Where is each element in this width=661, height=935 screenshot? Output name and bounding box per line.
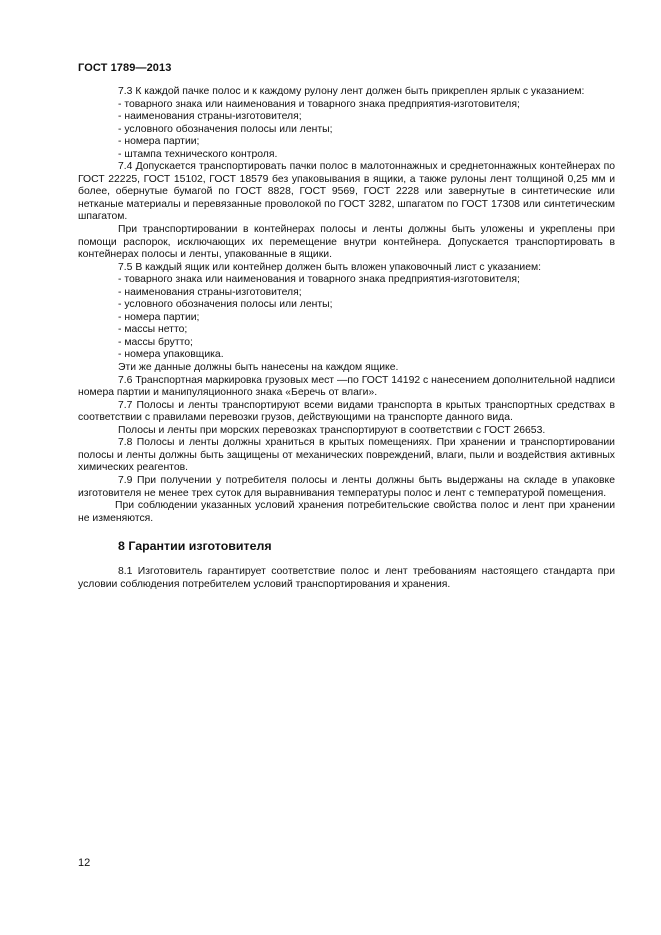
list-item: - товарного знака или наименования и товарного знака предприятия-изготовителя; (118, 274, 520, 286)
paragraph-7-4: 7.4 Допускается транспортировать пачки полос в малотоннажных и среднетоннажных контейнерах по ГОСТ 22225, ГОСТ 15102, ГОСТ 18579 без упаковывания в ящики, а также рулоны лент толщиной 0,25 мм и более, обернутые бумагой по ГОСТ 8828, ГОСТ 9569, ГОСТ 2228 или завернутые в синтетические или нетканые материалы и перевязанные проволокой по ГОСТ 3282, шпагатом по ГОСТ 17308 или синтетическим шпагатом. (78, 161, 615, 223)
list-item: - номера партии; (118, 311, 200, 323)
list-item: - условного обозначения полосы или ленты; (118, 123, 333, 135)
list-item: - наименования страны-изготовителя; (118, 111, 302, 123)
list-item: - наименования страны-изготовителя; (118, 286, 302, 298)
paragraph-7-7: 7.7 Полосы и ленты транспортируют всеми видами транспорта в крытых транспортных средствах в соответствии с правилами перевозки грузов, действующими на транспорте данного вида. (78, 399, 615, 424)
list-item: - условного обозначения полосы или ленты; (118, 299, 333, 311)
list-item: - массы нетто; (118, 324, 188, 336)
document-body (78, 86, 615, 591)
paragraph-7-6: 7.6 Транспортная маркировка грузовых мест —по ГОСТ 14192 с нанесением дополнительной надписи номера партии и манипуляционного знака «Беречь от влаги». (78, 374, 615, 399)
list-item: - номера партии; (118, 136, 200, 148)
paragraph-7-5-after: Эти же данные должны быть нанесены на каждом ящике. (118, 362, 399, 374)
list-item: - штампа технического контроля. (118, 148, 278, 160)
paragraph-7-7-sea: Полосы и ленты при морских перевозках транспортируют в соответствии с ГОСТ 26653. (118, 424, 546, 436)
list-item: - номера упаковщика. (118, 349, 224, 361)
page-number: 12 (78, 857, 91, 869)
paragraph-7-4-containers: При транспортировании в контейнерах полосы и ленты должны быть уложены и укреплены при помощи распорок, исключающих их перемещение внутри контейнера. Допускается транспортировать в контейнерах полосы и ленты, упакованные в ящики. (78, 224, 615, 261)
paragraph-7-9-storage: При соблюдении указанных условий хранения потребительские свойства полос и лент при хранении не изменяются. (78, 500, 615, 524)
section-8-title: 8 Гарантии изготовителя (118, 539, 272, 554)
document-header: ГОСТ 1789—2013 (78, 62, 172, 74)
paragraph-7-3: 7.3 К каждой пачке полос и к каждому рулону лент должен быть прикреплен ярлык с указанием: (118, 86, 585, 97)
paragraph-7-9: 7.9 При получении у потребителя полосы и ленты должны быть выдержаны на складе в упаковке изготовителя не менее трех суток для выравнивания температуры полос и лент с температурой помещения. (78, 474, 615, 499)
list-item: - товарного знака или наименования и товарного знака предприятия-изготовителя; (118, 98, 520, 110)
paragraph-8-1: 8.1 Изготовитель гарантирует соответствие полос и лент требованиям настоящего стандарта при условии соблюдения потребителем условий транспортирования и хранения. (78, 566, 615, 590)
paragraph-7-8: 7.8 Полосы и ленты должны храниться в крытых помещениях. При хранении и транспортировании полосы и ленты должны быть защищены от механических повреждений, влаги, пыли и воздействия активных химических реагентов. (78, 437, 615, 474)
list-item: - массы брутто; (118, 336, 193, 348)
paragraph-7-5: 7.5 В каждый ящик или контейнер должен быть вложен упаковочный лист с указанием: (118, 261, 542, 273)
